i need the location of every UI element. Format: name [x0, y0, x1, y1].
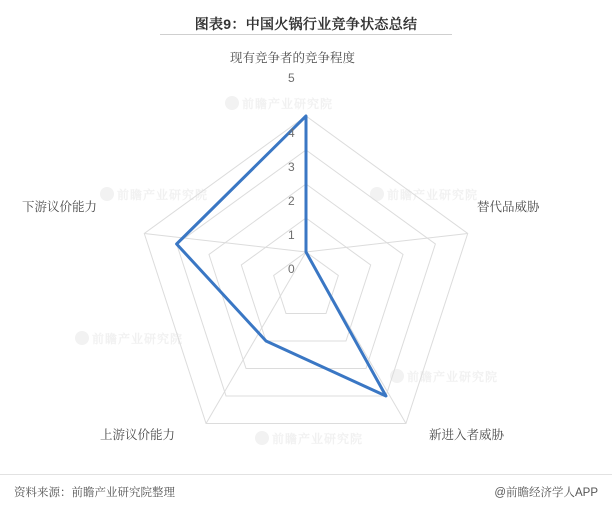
watermark: 前瞻产业研究院 — [225, 95, 333, 112]
tick-label-3: 3 — [288, 160, 295, 174]
watermark: 前瞻产业研究院 — [75, 330, 183, 347]
watermark: 前瞻产业研究院 — [370, 186, 478, 203]
axis-label-new-entrants: 新进入者威胁 — [429, 428, 505, 442]
watermark: 前瞻产业研究院 — [100, 186, 208, 203]
axis-label-existing-competitors: 现有竞争者的竞争程度 — [230, 51, 356, 65]
axis-label-upstream-bargaining: 上游议价能力 — [100, 428, 176, 442]
page-title: 图表9：中国火锅行业竞争状态总结 — [194, 16, 418, 32]
axis-label-substitutes: 替代品威胁 — [477, 200, 540, 214]
watermark: 前瞻产业研究院 — [255, 430, 363, 447]
tick-label-4: 4 — [288, 126, 295, 140]
source-note: 资料来源：前瞻产业研究院整理 — [14, 487, 175, 499]
tick-label-1: 1 — [288, 228, 295, 242]
tick-label-0: 0 — [288, 262, 295, 276]
axis-label-downstream-bargaining: 下游议价能力 — [22, 200, 98, 214]
footer-divider — [0, 474, 612, 475]
tick-label-5: 5 — [288, 71, 295, 85]
tick-label-2: 2 — [288, 194, 295, 208]
brand-note: @前瞻经济学人APP — [494, 487, 598, 499]
watermark: 前瞻产业研究院 — [390, 368, 498, 385]
radar-series-competition — [177, 116, 386, 396]
